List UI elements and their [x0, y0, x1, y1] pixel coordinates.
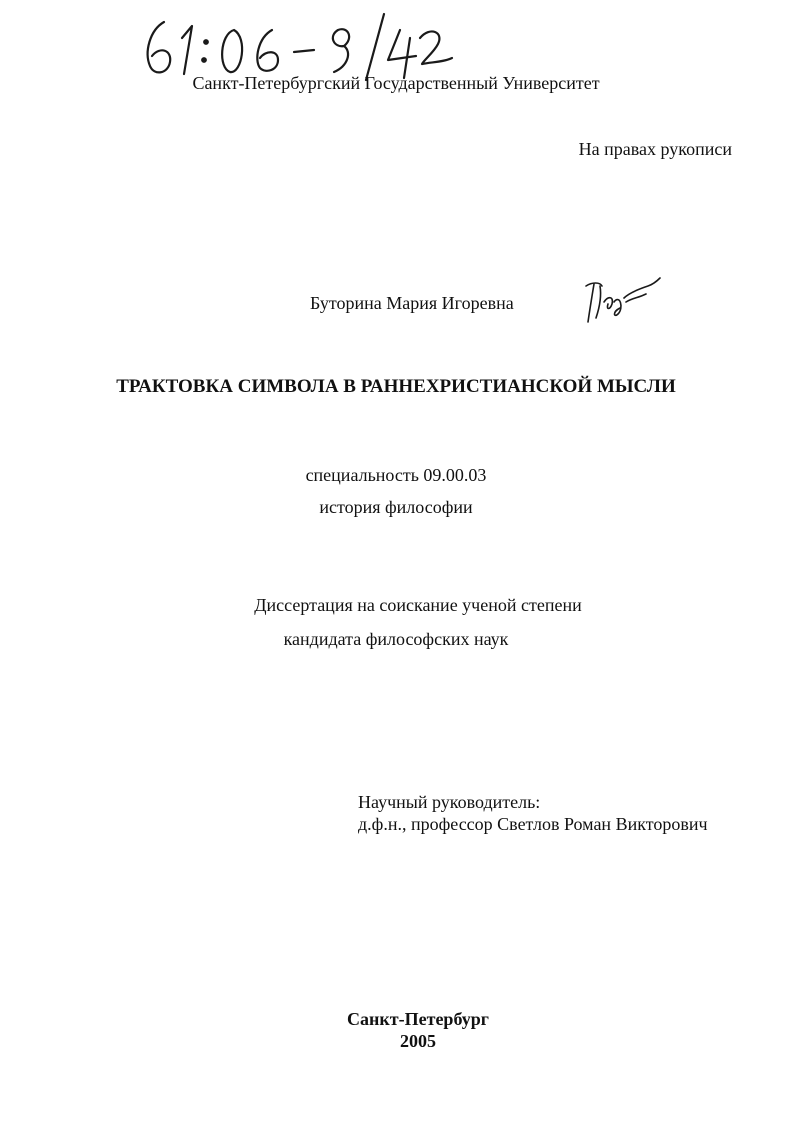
year: 2005	[400, 1031, 436, 1051]
dissertation-title: ТРАКТОВКА СИМВОЛА В РАННЕХРИСТИАНСКОЙ МЫСЛИ	[116, 376, 676, 397]
supervisor-label: Научный руководитель:	[358, 792, 541, 812]
supervisor-details: д.ф.н., профессор Светлов Роман Викторович	[358, 814, 708, 834]
specialty-name: история философии	[319, 497, 473, 517]
degree-line-2: кандидата философских наук	[283, 629, 509, 649]
degree-line-1: Диссертация на соискание ученой степени	[254, 595, 582, 615]
specialty-code: специальность 09.00.03	[305, 465, 487, 485]
manuscript-rights-note: На правах рукописи	[578, 139, 732, 159]
city: Санкт-Петербург	[347, 1009, 489, 1029]
university-name: Санкт-Петербургский Государственный Университет	[192, 73, 600, 93]
signature-icon	[576, 268, 662, 332]
author-name: Буторина Мария Игоревна	[310, 293, 514, 313]
